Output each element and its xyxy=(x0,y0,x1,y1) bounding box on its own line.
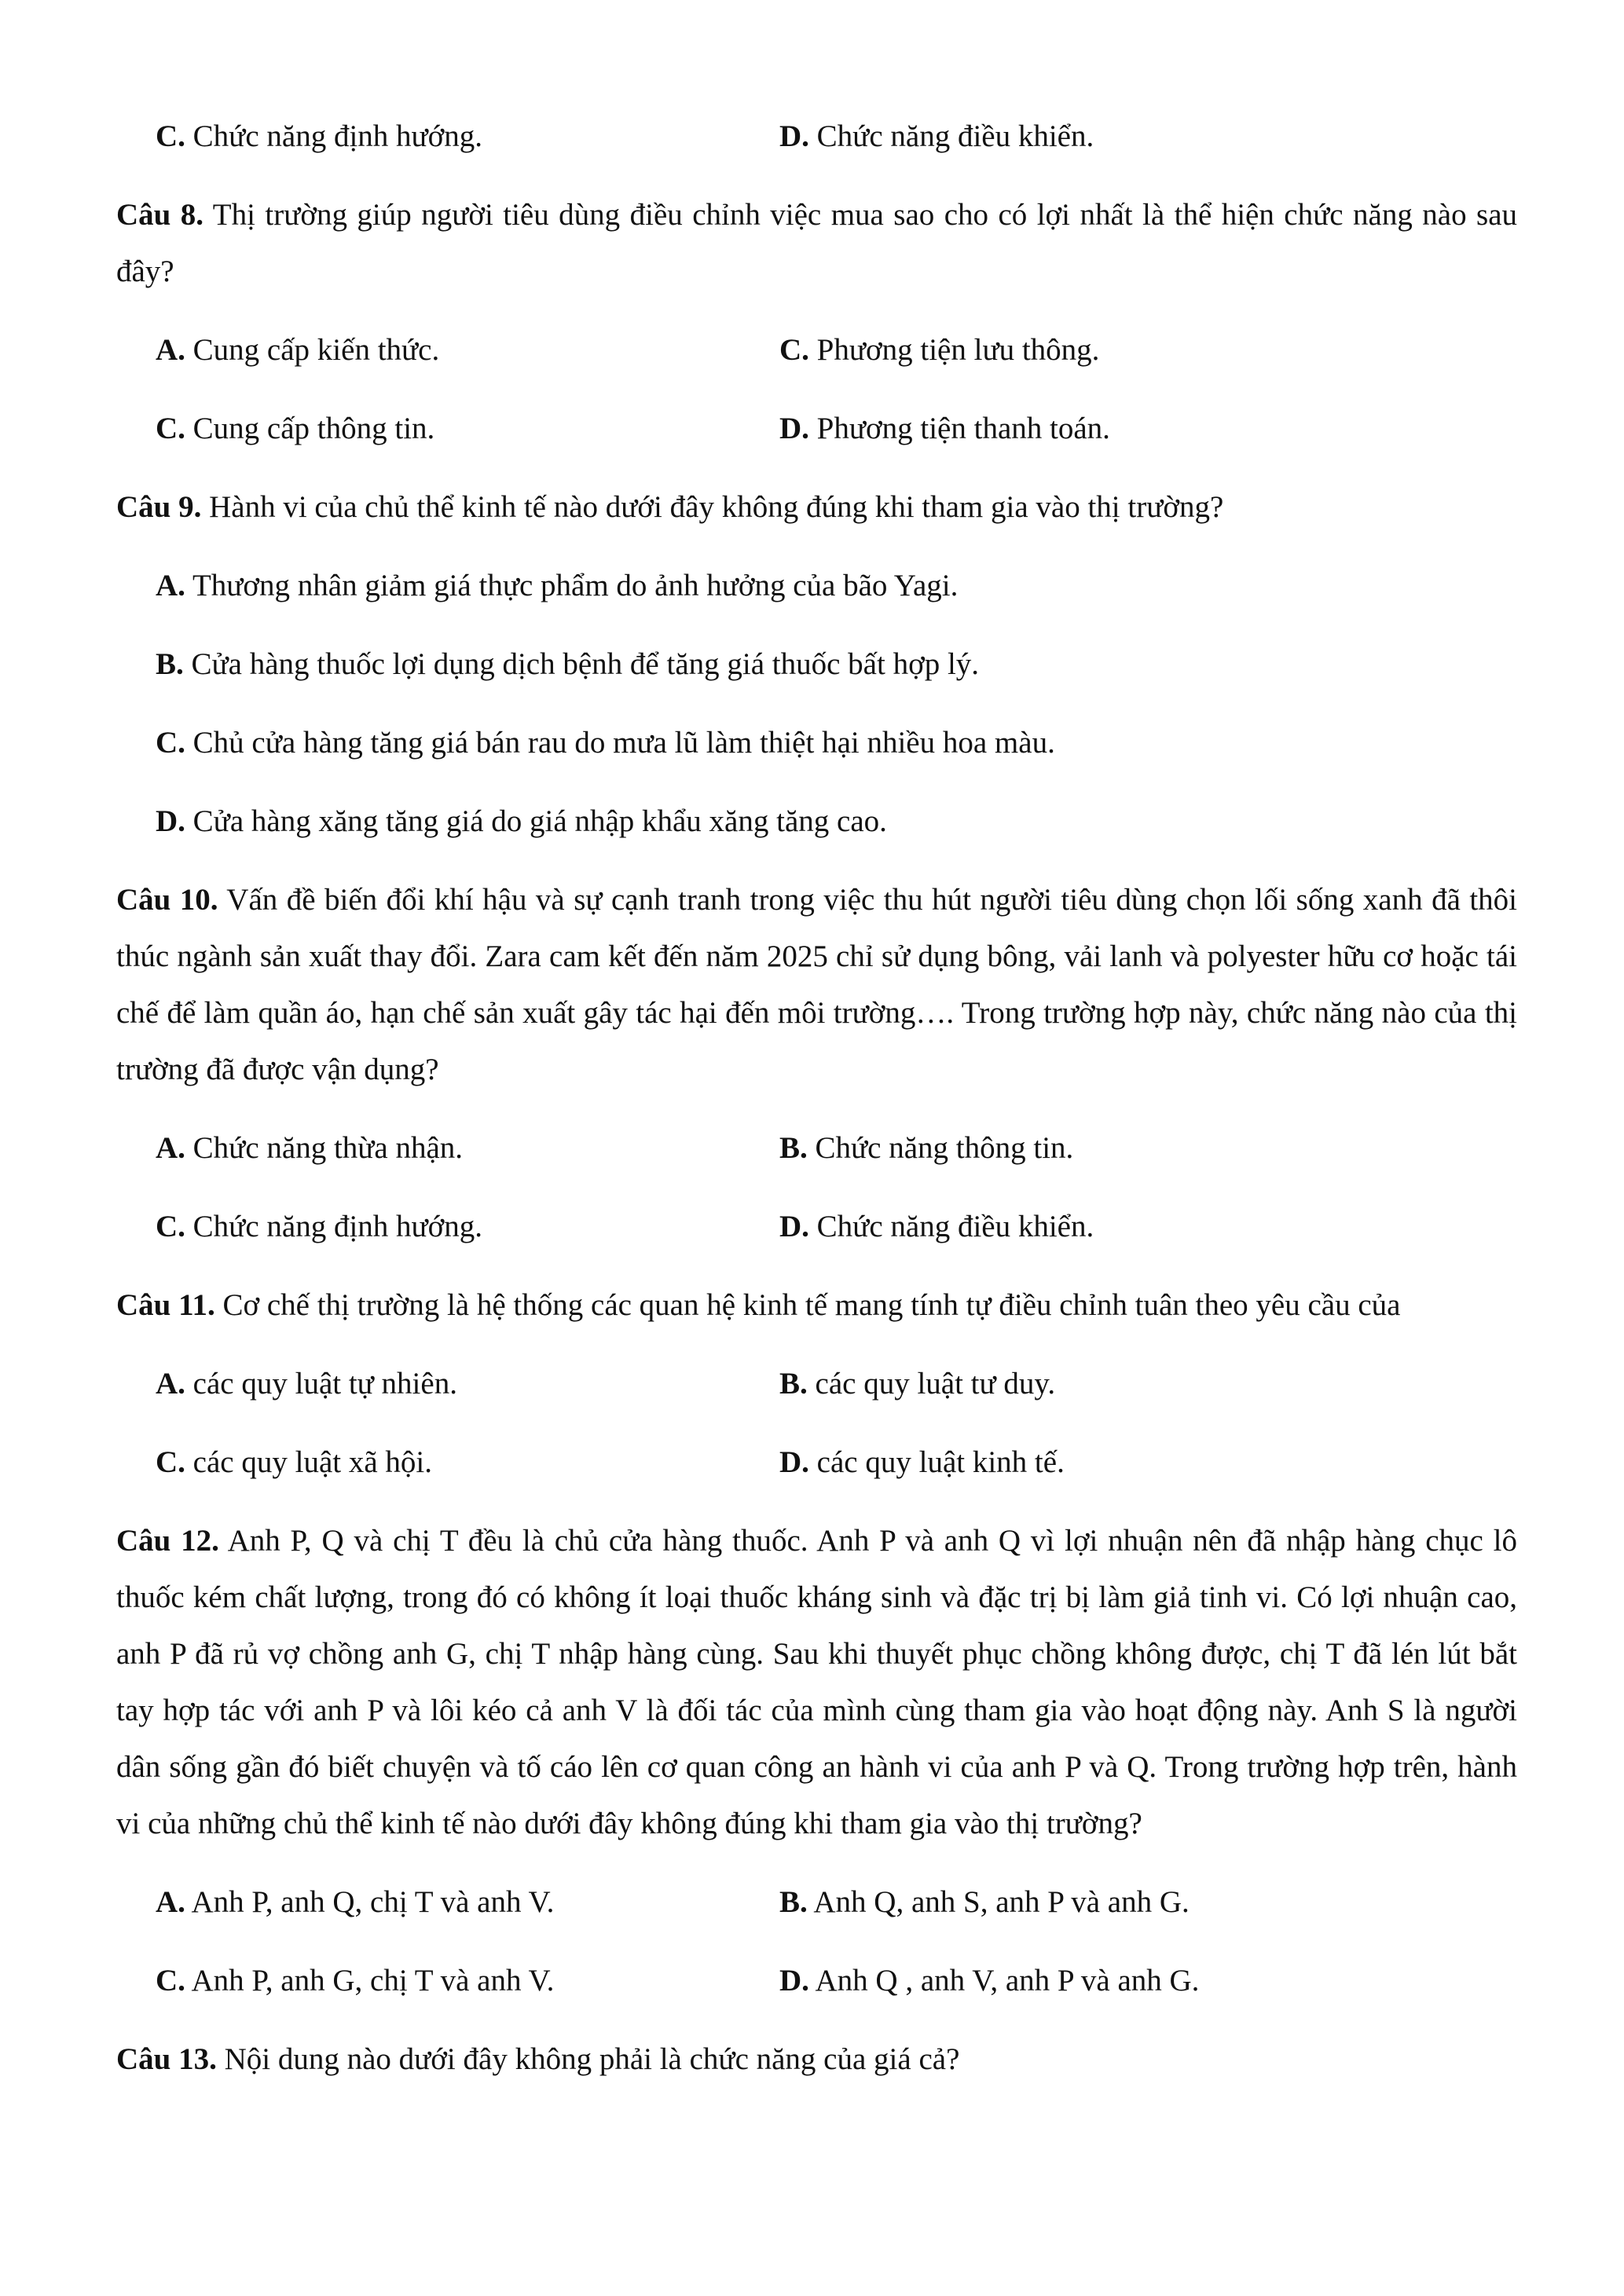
question-text: Hành vi của chủ thể kinh tế nào dưới đây không đúng khi tham gia vào thị trường? xyxy=(201,490,1224,524)
option-text: Chủ cửa hàng tăng giá bán rau do mưa lũ làm thiệt hại nhiều hoa màu. xyxy=(185,726,1055,760)
question-9 xyxy=(116,479,1517,536)
option xyxy=(779,1434,1403,1491)
option-text: các quy luật xã hội. xyxy=(185,1445,432,1479)
option-letter: A. xyxy=(156,569,185,602)
options-row xyxy=(116,1434,1517,1491)
question-13 xyxy=(116,2031,1517,2088)
question-number: Câu 10. xyxy=(116,883,218,917)
options-row xyxy=(116,401,1517,457)
options-row xyxy=(116,1874,1517,1931)
question-number: Câu 13. xyxy=(116,2042,217,2076)
options-row xyxy=(116,108,1517,165)
option-text: Chức năng thông tin. xyxy=(807,1131,1074,1165)
question-number: Câu 8. xyxy=(116,198,204,232)
option-letter: C. xyxy=(156,1445,185,1479)
question-text: Anh P, Q và chị T đều là chủ cửa hàng thuốc. Anh P và anh Q vì lợi nhuận nên đã nhập hàng chục lô thuốc kém chất lượng, trong đó có không ít loại thuốc kháng sinh và đặc trị bị làm giả tinh vi. Có lợi nhuận cao, anh P đã rủ vợ chồng anh G, chị T nhập hàng cùng. Sau khi thuyết phục chồng không được, chị T đã lén lút bắt tay hợp tác với anh P và lôi kéo cả anh V là đối tác của mình cùng tham gia vào hoạt động này. Anh S là người dân sống gần đó biết chuyện và tố cáo lên cơ quan công an hành vi của anh P và Q. Trong trường hợp trên, hành vi của những chủ thể kinh tế nào dưới đây không đúng khi tham gia vào thị trường? xyxy=(116,1524,1517,1840)
option-letter: C. xyxy=(156,119,185,153)
option-text: các quy luật kinh tế. xyxy=(808,1445,1065,1479)
option-letter: D. xyxy=(779,1964,809,1998)
option xyxy=(779,1356,1403,1412)
option-letter: C. xyxy=(156,412,185,445)
option-text: Cửa hàng thuốc lợi dụng dịch bệnh để tăng giá thuốc bất hợp lý. xyxy=(183,647,980,681)
option-letter: C. xyxy=(156,1964,185,1998)
option-letter: C. xyxy=(779,333,809,367)
option-text: Thương nhân giảm giá thực phẩm do ảnh hưởng của bão Yagi. xyxy=(185,569,959,602)
options-row xyxy=(116,322,1517,379)
question-text: Vấn đề biến đổi khí hậu và sự cạnh tranh trong việc thu hút người tiêu dùng chọn lối sống xanh đã thôi thúc ngành sản xuất thay đổi. Zara cam kết đến năm 2025 chỉ sử dụng bông, vải lanh và polyester hữu cơ hoặc tái chế để làm quần áo, hạn chế sản xuất gây tác hại đến môi trường…. Trong trường hợp này, chức năng nào của thị trường đã được vận dụng? xyxy=(116,883,1517,1086)
option xyxy=(779,1874,1403,1931)
option-letter: C. xyxy=(156,726,185,760)
question-text: Thị trường giúp người tiêu dùng điều chỉnh việc mua sao cho có lợi nhất là thể hiện chức năng nào sau đây? xyxy=(116,198,1517,288)
option xyxy=(116,558,1517,614)
option-letter: B. xyxy=(156,647,184,681)
option xyxy=(156,1199,779,1255)
option xyxy=(156,1120,779,1177)
option-text: Phương tiện thanh toán. xyxy=(808,412,1110,445)
option xyxy=(156,1953,779,2009)
option-letter: D. xyxy=(779,412,809,445)
option-text: Anh P, anh G, chị T và anh V. xyxy=(185,1964,555,1998)
option xyxy=(156,322,779,379)
question-number: Câu 12. xyxy=(116,1524,219,1558)
option-text: Chức năng thừa nhận. xyxy=(185,1131,464,1165)
option-letter: A. xyxy=(156,333,185,367)
option-letter: B. xyxy=(779,1131,808,1165)
option xyxy=(779,1120,1403,1177)
option xyxy=(156,108,779,165)
option-letter: D. xyxy=(779,1445,809,1479)
option-letter: B. xyxy=(779,1367,808,1401)
option-letter: D. xyxy=(779,1210,809,1243)
question-text: Cơ chế thị trường là hệ thống các quan hệ kinh tế mang tính tự điều chỉnh tuân theo yêu cầu của xyxy=(214,1288,1401,1322)
options-row xyxy=(116,1120,1517,1177)
option-text: Chức năng điều khiển. xyxy=(808,1210,1094,1243)
question-12 xyxy=(116,1513,1517,1852)
option-text: Chức năng điều khiển. xyxy=(808,119,1094,153)
option-text: Chức năng định hướng. xyxy=(185,1210,483,1243)
option xyxy=(156,1356,779,1412)
option xyxy=(116,636,1517,693)
option-text: Phương tiện lưu thông. xyxy=(808,333,1100,367)
option-letter: D. xyxy=(779,119,809,153)
question-number: Câu 9. xyxy=(116,490,202,524)
option xyxy=(779,1953,1403,2009)
option-letter: A. xyxy=(156,1885,185,1919)
option xyxy=(156,1434,779,1491)
option xyxy=(116,715,1517,771)
option-text: Cung cấp kiến thức. xyxy=(185,333,440,367)
option-text: Anh Q , anh V, anh P và anh G. xyxy=(808,1964,1200,1998)
option-text: Anh Q, anh S, anh P và anh G. xyxy=(807,1885,1190,1919)
option xyxy=(156,401,779,457)
option xyxy=(779,108,1403,165)
options-row xyxy=(116,1199,1517,1255)
option-letter: B. xyxy=(779,1885,808,1919)
option-text: Cửa hàng xăng tăng giá do giá nhập khẩu xăng tăng cao. xyxy=(185,804,887,838)
option-text: các quy luật tự nhiên. xyxy=(185,1367,457,1401)
options-row xyxy=(116,1356,1517,1412)
question-text: Nội dung nào dưới đây không phải là chức năng của giá cả? xyxy=(216,2042,960,2076)
option xyxy=(116,793,1517,850)
option-text: Cung cấp thông tin. xyxy=(185,412,435,445)
option-letter: D. xyxy=(156,804,185,838)
option-letter: C. xyxy=(156,1210,185,1243)
question-11 xyxy=(116,1277,1517,1334)
option xyxy=(779,401,1403,457)
option xyxy=(779,322,1403,379)
question-8 xyxy=(116,187,1517,300)
options-row xyxy=(116,1953,1517,2009)
question-number: Câu 11. xyxy=(116,1288,215,1322)
option-text: các quy luật tư duy. xyxy=(807,1367,1056,1401)
option-letter: A. xyxy=(156,1367,185,1401)
option-letter: A. xyxy=(156,1131,185,1165)
question-10 xyxy=(116,872,1517,1098)
option xyxy=(156,1874,779,1931)
option-text: Chức năng định hướng. xyxy=(185,119,483,153)
option-text: Anh P, anh Q, chị T và anh V. xyxy=(185,1885,555,1919)
option xyxy=(779,1199,1403,1255)
